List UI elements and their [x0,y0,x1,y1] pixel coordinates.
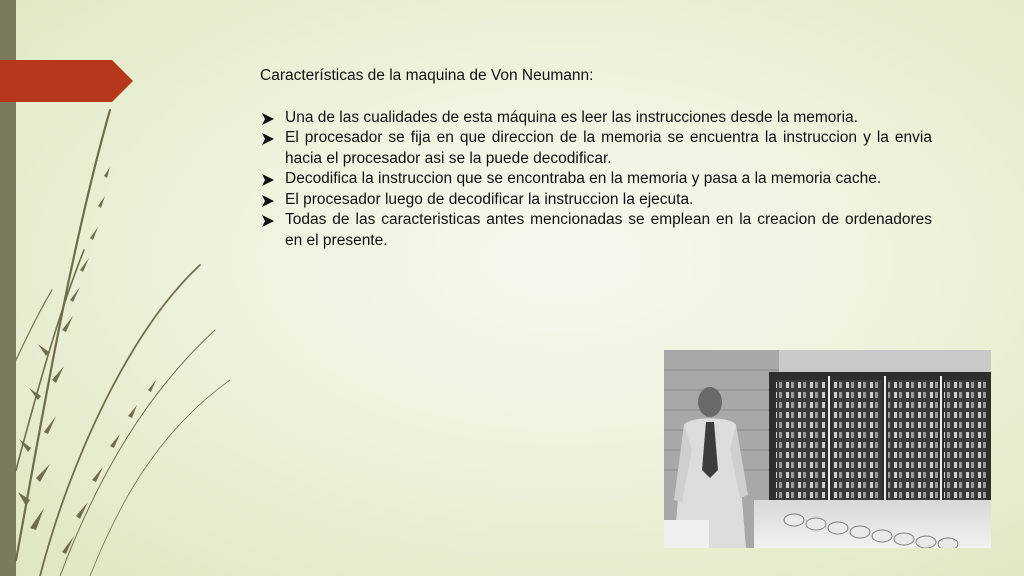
slide-title: Características de la maquina de Von Neumann: [260,67,594,84]
bullet-text: El procesador se fija en que direccion de la memoria se encuentra la instruccion y la envia hacia el procesador asi se la puede decodificar. [285,129,932,167]
bullet-text: Todas de las caracteristicas antes mencionadas se emplean en la creacion de ordenadores en el presente. [285,211,932,249]
decorative-vines [0,0,260,576]
arrow-right-icon [262,174,274,186]
arrow-right-icon [262,195,274,207]
bullet-text: El procesador luego de decodificar la instruccion la ejecuta. [285,190,694,208]
von-neumann-computer-photo [664,350,991,548]
slide-content [260,66,932,251]
bullet-item [260,128,932,169]
arrow-right-icon [262,113,274,125]
bullet-item [260,108,932,129]
bullet-item [260,190,932,211]
bullet-text: Decodifica la instruccion que se encontraba en la memoria y pasa a la memoria cache. [285,170,882,187]
bullet-item [260,210,932,251]
bullet-item [260,169,932,190]
photo-illustration [664,350,991,548]
arrow-right-icon [262,215,274,227]
bullet-text: Una de las cualidades de esta máquina es leer las instrucciones desde la memoria. [285,108,858,126]
arrow-right-icon [262,133,274,145]
bullet-list [260,108,932,252]
